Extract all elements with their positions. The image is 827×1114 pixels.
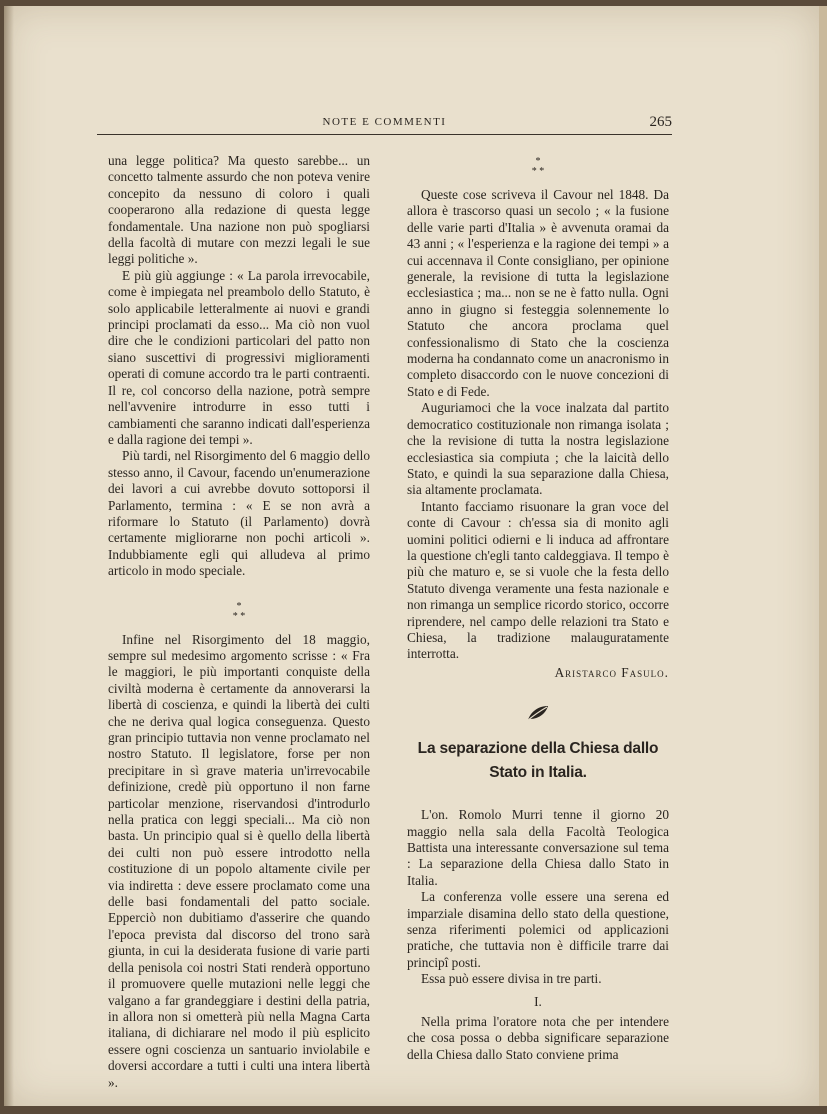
running-title: NOTE E COMMENTI [322,116,447,128]
author-signature: Aristarco Fasulo. [554,664,669,680]
header-rule [97,134,672,135]
paragraph: una legge politica? Ma questo sarebbe... un concetto talmente assurdo che non poteva venire concepito da nessuno di coloro i quali cooperarono alla redazione di questa legge fondamentale. Una nazione non può spogliarsi della facoltà di mutare con mezzi legali le sue leggi politiche ». [108,153,370,267]
page-edge [819,6,827,1106]
paragraph: Essa può essere divisa in tre parti. [421,971,602,987]
paragraph: L'on. Romolo Murri tenne il giorno 20 maggio nella sala della Facoltà Teologica Battista una interessante conversazione sul tema : La separazione della Chiesa dallo Stato in Italia. [407,807,669,888]
asterism-divider: * * * [531,156,545,177]
paragraph: La conferenza volle essere una serena ed imparziale disamina dello stato della questione, senza riferimenti polemici od applicazioni pratiche, che tuttavia non è difficile trarre dai principî posti. [407,889,669,970]
paragraph: Auguriamoci che la voce inalzata dal partito democratico costituzionale non rimanga isolata ; che la revisione di tutta la nostra legislazione ecclesiastica sia compiuta ; che la laicità dello Stato, e quindi la sua separazione dalla Chiesa, sia altamente proclamata. [407,400,669,498]
left-column [108,153,370,1091]
leaf-ornament-icon [525,703,551,723]
paragraph: Più tardi, nel Risorgimento del 6 maggio dello stesso anno, il Cavour, facendo un'enumerazione dei lavori a cui avrebbe dovuto sottoporsi il Parlamento, termina : « E se non avrà a riformare lo Statuto (il Parlamento) dovrà certamente migliorarne non pochi articoli ». Indubbiamente egli qui alludeva al primo articolo in modo speciale. [108,448,370,579]
binding-shadow [4,6,14,1106]
right-column [407,153,669,1063]
paragraph: Infine nel Risorgimento del 18 maggio, sempre sul medesimo argomento scrisse : « Fra le maggiori, le più importanti conquiste della civiltà moderna è certamente da annoverarsi la libertà di coscienza, e quindi la libertà dei culti che ne deriva qual logica conseguenza. Questo gran principio tuttavia non venne proclamato nel nostro Statuto. Il legislatore, forse per non precipitare in sì grave materia un'irrevocabile definizione, credè più opportuno il non farne particolar menzione, riservandosi d'introdurlo nella pratica con leggi speciali... Ma ciò non basta. Un principio qual si è quello della libertà dei culti non può essere introdotto nella costituzione di un popolo altamente civile per via indiretta : deve essere proclamato come una delle basi fondamentali del patto sociale. Epperciò non dubitiamo d'asserire che quando l'epoca prevista dal discorso del trono sarà giunta, in cui la desiderata fusione di varie parti della penisola coi nostri Stati renderà opportuno il promuovere quelle mutazioni nelle leggi che valgano a far grandeggiare i destini della patria, in allora non si ometterà più nella Magna Carta italiana, di dichiarare nel modo il più esplicito essere ogni coscienza un santuario inviolabile e doversi accordare a tutti i culti una intera libertà ». [108,631,370,1090]
running-head [97,114,672,134]
paragraph: Nella prima l'oratore nota che per intendere che cosa possa o debba significare separazione della Chiesa dallo Stato conviene prima [407,1014,669,1062]
page-number: 265 [649,114,672,130]
asterism-divider: * * * [232,600,246,622]
paragraph: Intanto facciamo risuonare la gran voce del conte di Cavour : ch'essa sia di monito agli uomini politici odierni e li induca ad affrontare la questione ch'egli tanto caldeggiava. Il tempo è più che maturo e, se si vuole che la festa dello Statuto divenga veramente una festa nazionale e non rimanga un semplice ricordo storico, occorre riprendere, nel campo delle relazioni tra Stato e Chiesa, la tradizione malauguratamente interrotta. [407,498,669,662]
article-title: La separazione della Chiesa dallo Stato in Italia. [417,740,659,782]
paragraph: Queste cose scriveva il Cavour nel 1848. Da allora è trascorso quasi un secolo ; « la fusione delle varie parti d'Italia » è avvenuta oramai da 43 anni ; « l'esperienza e la ragione dei tempi » a cui accennava il Conte consigliano, per opinione generale, la revisione di tutta la legislazione ecclesiastica ; ma... non se ne è fatto nulla. Ogni anno in giugno si festeggia solennemente lo Statuto che ancora proclama quel confessionalismo di Stato che la coscienza moderna ha condannato come un anacronismo in completo disaccordo con le nuove concezioni di Stato e di Fede. [407,187,669,399]
paragraph: E più giù aggiunge : « La parola irrevocabile, come è impiegata nel preambolo dello Statuto, è solo applicabile letteralmente ai nuovi e grandi principi proclamati da esso... Ma ciò non vuol dire che le condizioni particolari del patto non siano suscettivi di progressivi miglioramenti operati di comune accordo tra le parti contraenti. Il re, col concorso della nazione, potrà sempre nell'avvenire introdurre in esso tutti i cambiamenti che saranno indicati dall'esperienza e dalla ragione dei tempi ». [108,267,370,447]
section-number: I. [534,993,542,1009]
